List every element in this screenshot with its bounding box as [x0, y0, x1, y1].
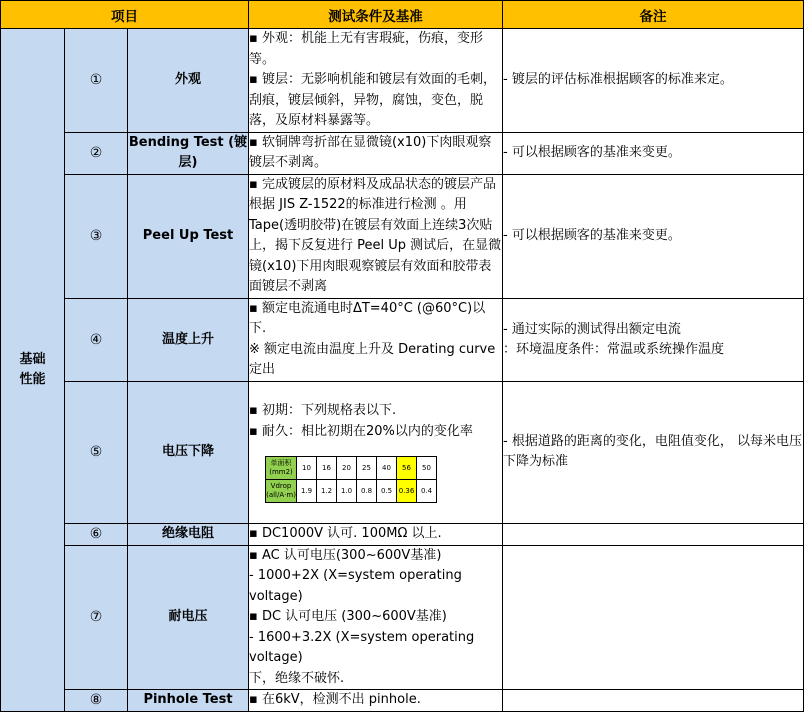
row-name: 电压下降: [128, 381, 249, 523]
condition-line: ▪ 软铜牌弯折部在显微镜(x10)下肉眼观察镀层不剥离。: [249, 134, 492, 170]
condition-line: ▪ 在6kV，检测不出 pinhole.: [249, 692, 421, 707]
condition-line: - 1000+2X (X=system operating voltage): [249, 568, 462, 604]
vdrop-size-cell: 40: [377, 457, 397, 480]
vdrop-value-cell: 0.4: [417, 480, 437, 503]
row-conditions: [249, 381, 503, 523]
vdrop-value-cell-highlight: 0.36: [397, 480, 417, 503]
table-row: [1, 29, 804, 133]
vdrop-size-row: [266, 457, 437, 480]
row-name: 温度上升: [128, 298, 249, 381]
condition-line: ※ 额定电流由温度上升及 Derating curve 定出: [249, 341, 496, 377]
row-name: 绝缘电阻: [128, 523, 249, 545]
row-number: ⑥: [65, 523, 128, 545]
row-remark: - 镀层的评估标准根据顾客的标准来定。: [503, 29, 804, 133]
vdrop-value-cell: 1.9: [297, 480, 317, 503]
vdrop-value-cell: 1.2: [317, 480, 337, 503]
vdrop-size-cell: 25: [357, 457, 377, 480]
vdrop-size-cell: 20: [337, 457, 357, 480]
row-remark: [503, 545, 804, 690]
row-remark: - 根据道路的距离的变化，电阻值变化， 以每米电压下降为标准: [503, 381, 804, 523]
table-row: [1, 174, 804, 298]
row-number: ⑤: [65, 381, 128, 523]
condition-line: ▪ AC 认可电压(300~600V基准): [249, 547, 442, 563]
table-row: [1, 132, 804, 174]
condition-line: ▪ 外观：机能上无有害瑕疵，伤痕，变形等。: [249, 31, 483, 67]
row-remark: - 可以根据顾客的基准来变更。: [503, 132, 804, 174]
condition-line: ▪ 镀层：无影响机能和镀层有效面的毛刺，刮痕，镀层倾斜，异物，腐蚀，变色，脱落，及原材料暴露等。: [249, 72, 496, 128]
vdrop-value-cell: 1.0: [337, 480, 357, 503]
vdrop-value-cell: 0.5: [377, 480, 397, 503]
category-label: 基础性能: [19, 351, 46, 387]
row-name: Pinhole Test: [128, 690, 249, 712]
vdrop-size-cell-highlight: 56: [397, 457, 417, 480]
row-conditions: [249, 132, 503, 174]
row-name: 耐电压: [128, 545, 249, 690]
row-conditions: [249, 690, 503, 712]
table-row: [1, 381, 804, 523]
remark-line: ：环境温度条件：常温或系统操作温度: [503, 341, 725, 357]
row-remark: - 可以根据顾客的基准来变更。: [503, 174, 804, 298]
vdrop-value-label: Vdrop (all/A·m): [266, 480, 297, 503]
remark-line: - 通过实际的测试得出额定电流: [503, 321, 681, 337]
row-conditions: [249, 545, 503, 690]
row-number: ④: [65, 298, 128, 381]
header-item: 项目: [1, 1, 249, 29]
category-cell: [1, 29, 65, 712]
header-conditions: 测试条件及基准: [249, 1, 503, 29]
row-remark: [503, 523, 804, 545]
condition-line: ▪ DC1000V 认可. 100MΩ 以上.: [249, 525, 442, 541]
vdrop-size-cell: 10: [297, 457, 317, 480]
vdrop-size-cell: 50: [417, 457, 437, 480]
table-row: [1, 690, 804, 712]
condition-line: - 1600+3.2X (X=system operating voltage): [249, 629, 475, 665]
header-remarks: 备注: [503, 1, 804, 29]
vdrop-size-label: 单面积 (mm2): [266, 457, 297, 480]
row-remark: [503, 690, 804, 712]
row-number: ③: [65, 174, 128, 298]
condition-line: 下，绝缘不破怀.: [249, 670, 345, 686]
row-number: ①: [65, 29, 128, 133]
condition-line: ▪ 额定电流通电时ΔT=40°C (@60°C)以下.: [249, 300, 486, 336]
row-conditions: [249, 298, 503, 381]
row-conditions: [249, 523, 503, 545]
table-row: [1, 298, 804, 381]
condition-line: ▪ 完成镀层的原材料及成品状态的镀层产品根据 JIS Z-1522的标准进行检测 。用Tape(透明胶带)在镀层有效面上连续3次贴上，揭下反复进行 Peel Up 测试后，在显微镜(x10)下用肉眼观察镀层有效面和胶带表面镀层不剥离: [249, 176, 502, 294]
condition-line: ▪ 耐久：相比初期在20%以内的变化率: [249, 423, 473, 439]
vdrop-value-cell: 0.8: [357, 480, 377, 503]
row-name: 外观: [128, 29, 249, 133]
table-row: [1, 523, 804, 545]
row-conditions: [249, 174, 503, 298]
table-row: [1, 545, 804, 690]
row-number: ②: [65, 132, 128, 174]
vdrop-value-row: [266, 480, 437, 503]
header-row: [1, 1, 804, 29]
row-number: ⑦: [65, 545, 128, 690]
row-name: Peel Up Test: [128, 174, 249, 298]
vdrop-size-cell: 16: [317, 457, 337, 480]
row-remark: [503, 298, 804, 381]
condition-line: ▪ DC 认可电压 (300~600V基准): [249, 609, 447, 624]
row-number: ⑧: [65, 690, 128, 712]
voltage-drop-table: [265, 456, 437, 503]
row-name: Bending Test (镀层): [128, 132, 249, 174]
condition-line: ▪ 初期：下列规格表以下.: [249, 403, 397, 418]
row-conditions: [249, 29, 503, 133]
